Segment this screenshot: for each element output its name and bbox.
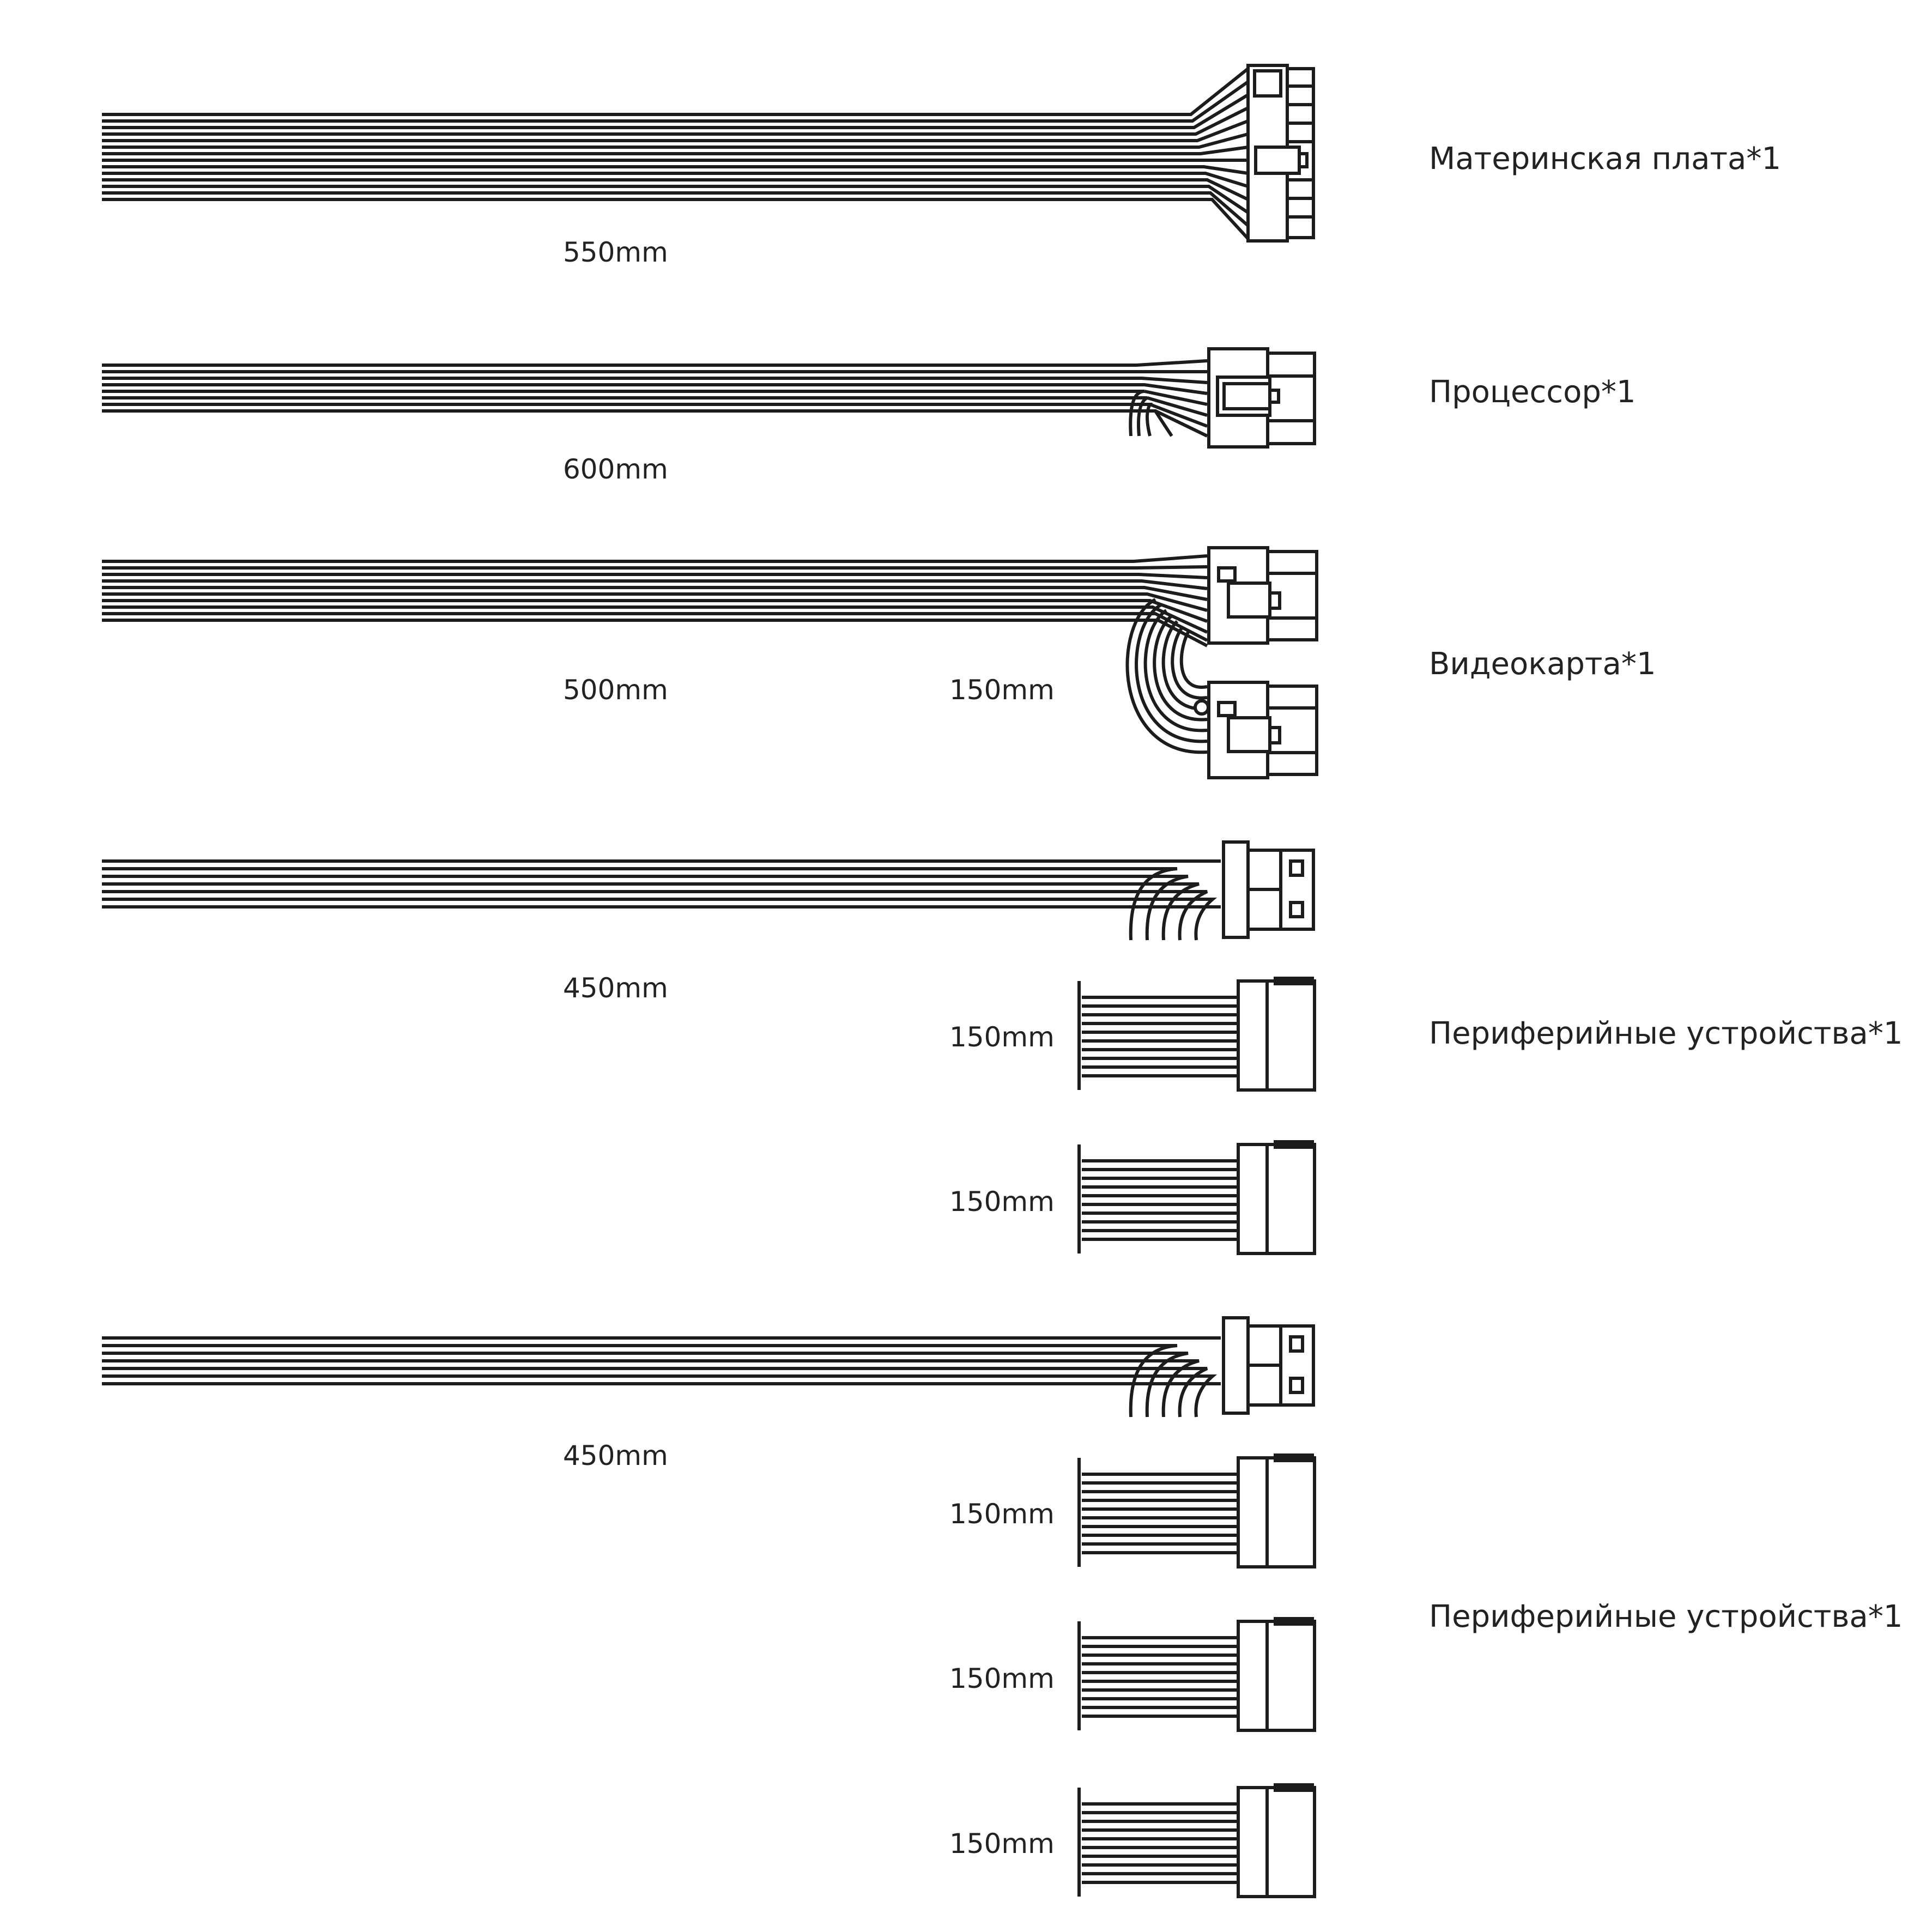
gpu-split-ring	[1195, 701, 1208, 714]
sata-connector-b2-icon	[1079, 1619, 1315, 1730]
peripheral-a-sata1-length-label: 150mm	[949, 1021, 1055, 1053]
gpu-cable	[102, 548, 1317, 778]
sata-connector-a1-icon	[1079, 978, 1315, 1090]
peripheral-b-wire-bundle	[102, 1338, 1221, 1417]
peripheral-b-sata1-length-label: 150mm	[949, 1498, 1055, 1530]
peripheral-a-length-label: 450mm	[563, 972, 668, 1004]
gpu-8pin-connector-b-icon	[1209, 682, 1317, 778]
gpu-split-length-label: 150mm	[949, 674, 1055, 706]
gpu-8pin-connector-a-icon	[1209, 548, 1317, 643]
peripheral-cable-a	[102, 842, 1315, 1253]
sata-connector-a2-icon	[1079, 1142, 1315, 1253]
peripheral-a-wire-bundle	[102, 861, 1221, 940]
motherboard-wire-bundle	[102, 69, 1248, 239]
molex-connector-a-icon	[1224, 842, 1313, 937]
sata-connector-b1-icon	[1079, 1455, 1315, 1567]
cpu-name-label: Процессор*1	[1429, 374, 1636, 410]
peripheral-b-sata2-length-label: 150mm	[949, 1663, 1055, 1694]
cpu-8pin-connector-icon	[1209, 349, 1315, 447]
molex-connector-b-icon	[1224, 1318, 1313, 1413]
peripheral-b-name-label: Периферийные устройства*1	[1429, 1599, 1903, 1634]
gpu-wire-bundle	[102, 556, 1207, 646]
gpu-split-wires	[1127, 599, 1207, 752]
motherboard-name-label: Материнская плата*1	[1429, 141, 1781, 177]
peripheral-cable-b	[102, 1318, 1315, 1897]
motherboard-cable	[102, 65, 1313, 241]
peripheral-b-sata3-length-label: 150mm	[949, 1828, 1055, 1860]
sata-connector-b3-icon	[1079, 1785, 1315, 1897]
peripheral-a-name-label: Периферийные устройства*1	[1429, 1016, 1903, 1051]
cpu-wire-bundle	[102, 361, 1207, 436]
peripheral-b-length-label: 450mm	[563, 1440, 668, 1471]
motherboard-24pin-connector-icon	[1248, 65, 1313, 241]
motherboard-length-label: 550mm	[563, 237, 668, 268]
gpu-length-label: 500mm	[563, 674, 668, 706]
cpu-cable	[102, 349, 1315, 447]
peripheral-a-sata2-length-label: 150mm	[949, 1186, 1055, 1218]
cpu-length-label: 600mm	[563, 453, 668, 485]
gpu-name-label: Видеокарта*1	[1429, 646, 1656, 682]
